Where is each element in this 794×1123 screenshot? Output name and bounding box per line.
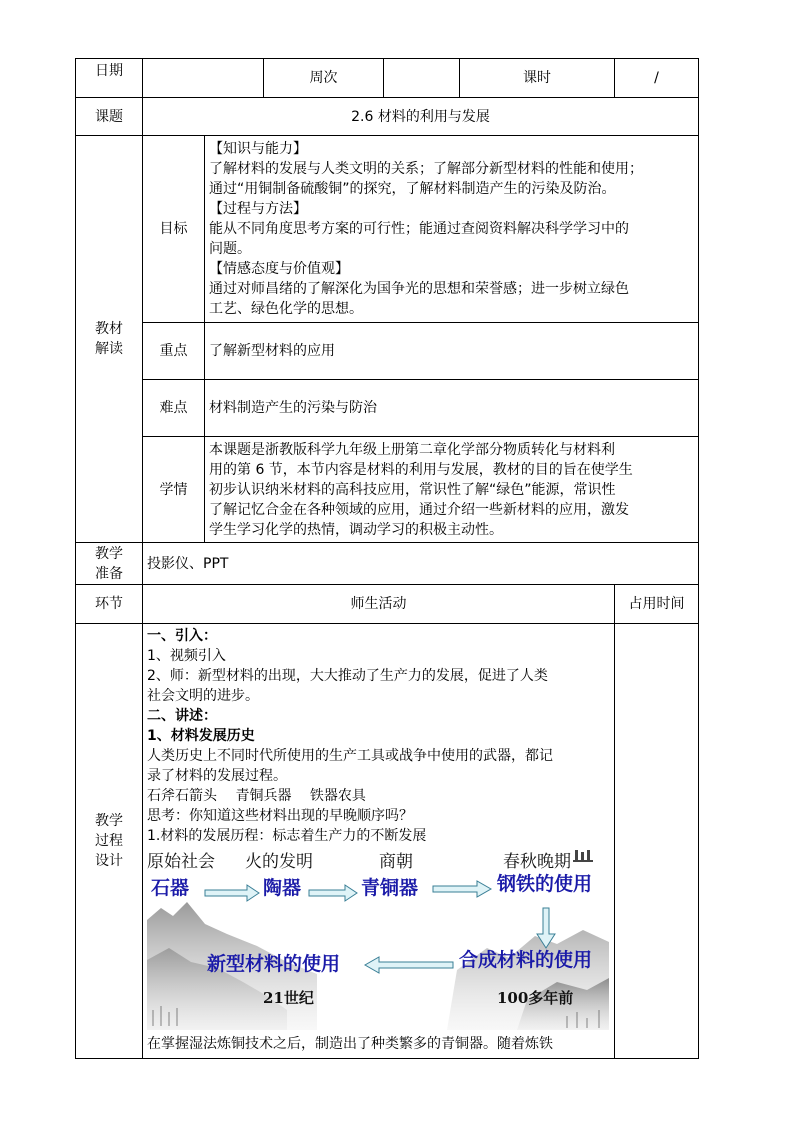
process-line-1: 能从不同角度思考方案的可行性；能通过查阅资料解决科学学习中的 (209, 221, 629, 237)
goals-content (205, 136, 699, 323)
header-row (76, 59, 699, 98)
tag-100-years-ago: 100多年前 (497, 989, 574, 1007)
date-value (143, 59, 264, 98)
closing-line: 在掌握湿法炼铜技术之后，制造出了种类繁多的青铜器。随着炼铁 (147, 1036, 553, 1052)
process-label-line2: 过程 (95, 833, 123, 849)
emotion-head: 【情感态度与价值观】 (209, 261, 349, 277)
difficulty-row (76, 380, 699, 437)
era-fire: 火的发明 (245, 852, 313, 872)
intro-heading: 一、引入： (147, 628, 217, 644)
goals-row (76, 136, 699, 323)
arrow-bronze-to-steel (433, 881, 491, 897)
knowledge-line-1: 了解材料的发展与人类文明的关系；了解部分新型材料的性能和使用； (209, 161, 643, 177)
goals-label: 目标 (143, 136, 205, 323)
process-label (76, 624, 143, 1059)
key-point-value: 了解新型材料的应用 (205, 323, 699, 380)
arrow-stone-to-pottery (205, 885, 259, 901)
emotion-line-2: 工艺、绿色化学的思想。 (209, 301, 363, 317)
week-label: 周次 (264, 59, 384, 98)
section-label: 环节 (76, 585, 143, 624)
arrow-synthetic-to-new (365, 957, 453, 973)
key-point-row (76, 323, 699, 380)
topic-row (76, 98, 699, 136)
student-label: 学情 (143, 437, 205, 543)
process-time-cell (615, 624, 699, 1059)
textbook-label (76, 136, 143, 543)
topic-label: 课题 (76, 98, 143, 136)
material-synthetic: 合成材料的使用 (459, 949, 593, 971)
intro-line-2b: 社会文明的进步。 (147, 688, 259, 704)
activity-label: 师生活动 (143, 585, 615, 624)
prep-label-line2: 准备 (95, 565, 123, 582)
history-line-4: 思考：你知道这些材料出现的早晚顺序吗？ (147, 808, 413, 824)
history-line-3: 石斧石箭头 青铜兵器 铁器农具 (147, 788, 366, 804)
era-late-spring-autumn: 春秋晚期 (503, 852, 571, 872)
prep-row (76, 543, 699, 585)
material-new: 新型材料的使用 (207, 953, 341, 975)
emotion-line-1: 通过对师昌绪的了解深化为国争光的思想和荣誉感；进一步树立绿色 (209, 281, 629, 297)
textbook-label-line1: 教材 (95, 321, 123, 337)
process-label-line1: 教学 (95, 813, 123, 829)
difficulty-value: 材料制造产生的污染与防治 (205, 380, 699, 437)
key-point-label: 重点 (143, 323, 205, 380)
textbook-label-line2: 解读 (95, 341, 123, 357)
week-value (384, 59, 460, 98)
intro-line-1: 1、视频引入 (147, 648, 226, 664)
period-label: 课时 (460, 59, 615, 98)
arrow-pottery-to-bronze (309, 885, 357, 901)
era-shang: 商朝 (379, 852, 413, 872)
material-bronze: 青铜器 (361, 877, 419, 899)
period-value: / (615, 59, 699, 98)
student-line-4: 了解记忆合金在各种领域的应用，通过介绍一些新材料的应用，激发 (209, 501, 629, 518)
history-line-1: 人类历史上不同时代所使用的生产工具或战争中使用的武器，都记 (147, 748, 553, 764)
date-label: 日期 (76, 59, 143, 98)
era-primitive: 原始社会 (147, 852, 215, 872)
process-head: 【过程与方法】 (209, 201, 307, 217)
tag-21st-century: 21世纪 (263, 989, 314, 1007)
intro-line-2a: 2、师：新型材料的出现，大大推动了生产力的发展，促进了人类 (147, 668, 548, 684)
knowledge-head: 【知识与能力】 (209, 141, 307, 157)
history-line-5: 1.材料的发展历程：标志着生产力的不断发展 (147, 828, 427, 844)
material-pottery: 陶器 (263, 877, 302, 899)
material-stone: 石器 (151, 877, 190, 899)
history-line-2: 录了材料的发展过程。 (147, 768, 287, 784)
activity-header-row (76, 585, 699, 624)
material-steel: 钢铁的使用 (497, 873, 593, 895)
student-line-1: 本课题是浙教版科学九年级上册第二章化学部分物质转化与材料利 (209, 441, 615, 458)
lecture-heading: 二、讲述： (147, 708, 217, 724)
student-line-2: 用的第 6 节，本节内容是材料的利用与发展，教材的目的旨在使学生 (209, 461, 633, 478)
student-line-3: 初步认识纳米材料的高科技应用，常识性了解“绿色”能源，常识性 (209, 481, 616, 498)
difficulty-label: 难点 (143, 380, 205, 437)
knowledge-line-2: 通过“用铜制备硫酸铜”的探究，了解材料制造产生的污染及防治。 (209, 181, 616, 197)
process-row (76, 624, 699, 1059)
process-content (143, 624, 615, 1059)
student-row (76, 437, 699, 543)
history-heading: 1、材料发展历史 (147, 728, 255, 744)
process-label-line3: 设计 (95, 853, 123, 869)
student-line-5: 学生学习化学的热情，调动学习的积极主动性。 (209, 521, 503, 538)
prep-label (76, 543, 143, 585)
material-history-diagram (147, 850, 609, 1030)
student-content (205, 437, 699, 543)
prep-value: 投影仪、PPT (143, 543, 699, 585)
time-label: 占用时间 (615, 585, 699, 624)
prep-label-line1: 教学 (95, 545, 123, 562)
topic-value: 2.6 材料的利用与发展 (143, 98, 699, 136)
process-line-2: 问题。 (209, 241, 251, 257)
lesson-plan-table (75, 58, 699, 1059)
